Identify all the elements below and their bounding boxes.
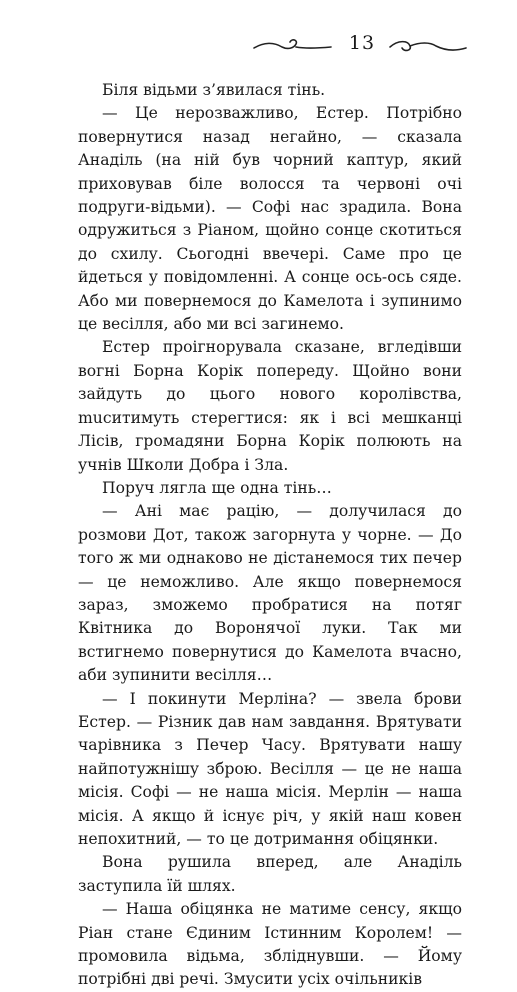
body-text [78,79,462,992]
paragraph: — Це нерозважливо, Естер. Потрібно повернутися назад негайно, — сказала Анаділь (на ній був чорний каптур, який приховував біле волосся та червоні очі подруги-відьми). — Софі нас зрадила. Вона одружиться з Ріаном, щойно сонце скотиться до схилу. Сьогодні ввечері. Саме про це йдеться у повідомленні. А сонце ось-ось сяде. Або ми повернемося до Камелота і зупинимо це весілля, або ми всі загинемо. [78,104,462,334]
right-flourish-ornament [388,36,468,58]
paragraph: — Наша обіцянка не матиме сенсу, якщо Ріан стане Єдиним Істинним Королем! — промовила відьма, збліднувши. — Йому потрібні дві речі. Змусити усіх очільників [78,900,462,989]
paragraph: — І покинути Мерліна? — звела брови Естер. — Різник дав нам завдання. Врятувати чарівника з Печер Часу. Врятувати нашу найпотужнішу зброю. Весілля — це не наша місія. Софі — не наша місія. Мерлін — наша місія. А якщо й існує річ, у якій наш ковен непохитний, — то це дотримання обіцянки. [78,689,462,848]
paragraph: — Ані має рацію, — долучилася до розмови Дот, також загорнута у чорне. — До того ж ми однаково не дістанемося тих печер — це неможливо. Але якщо повернемося зараз, зможемо пробратися на потяг Квітника до Воронячої луки. Так ми встигнемо повернутися до Камелота вчасно, аби зупинити весілля… [78,502,462,685]
paragraph: Вона рушила вперед, але Анаділь заступила їй шлях. [78,853,462,895]
left-flourish-ornament [252,36,332,58]
page-number: 13 [348,32,376,54]
paragraph: Поруч лягла ще одна тінь… [102,478,332,497]
page-header [0,30,517,66]
paragraph: Біля відьми з’явилася тінь. [102,81,326,99]
paragraph: Естер проігнорувала сказане, вгледівши вогні Борна Корік попереду. Щойно вони зайдуть до цього нового королівства, muситимуть стерегтися: як і всі мешканці Лісів, громадяни Борна Корік полюють на учнів Школи Добра і Зла. [78,338,462,474]
